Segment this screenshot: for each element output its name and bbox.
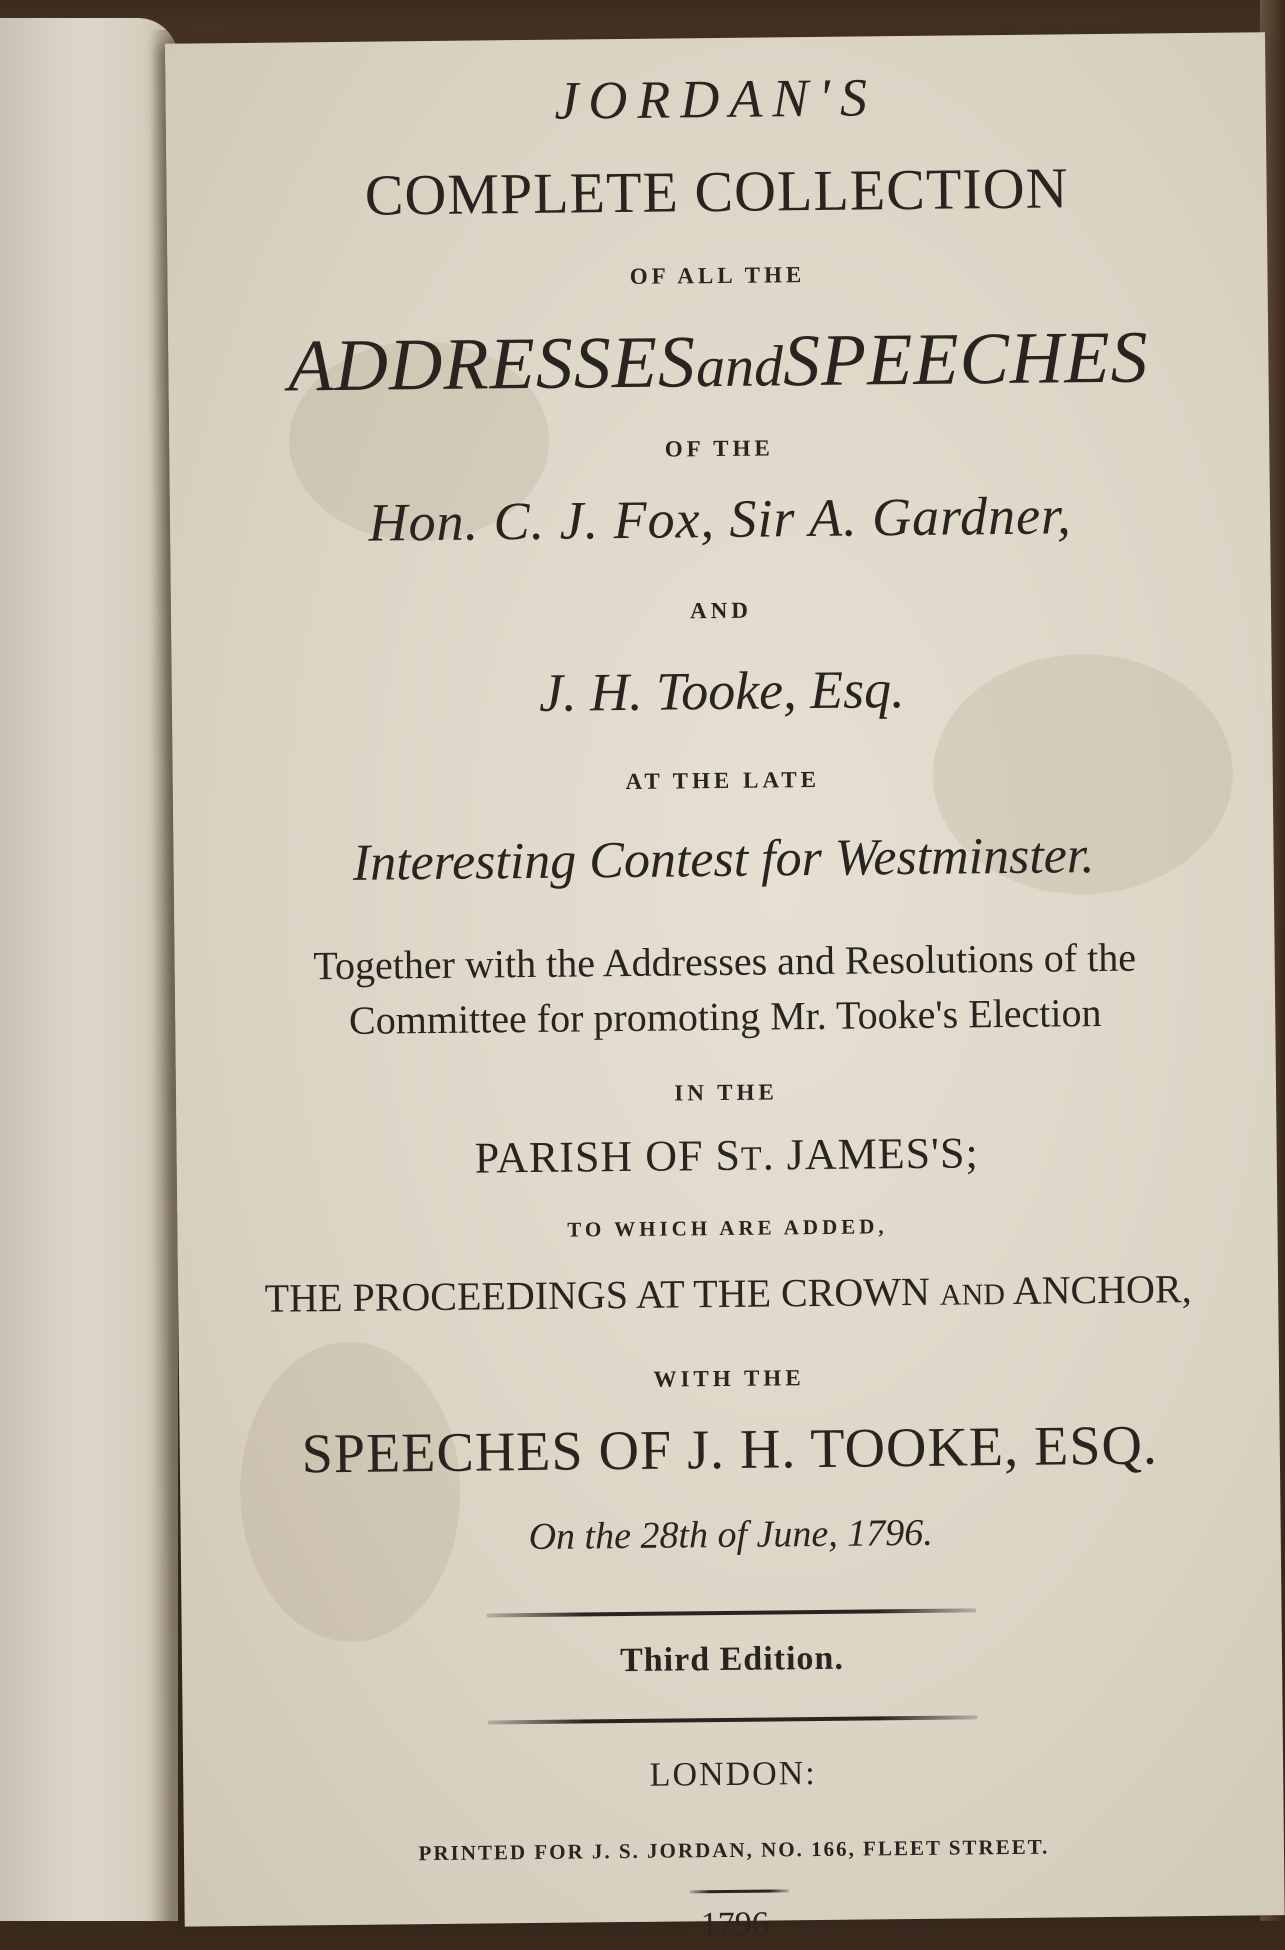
publisher-title: JORDAN'S — [554, 67, 878, 131]
edition-line: Third Edition. — [619, 1639, 845, 1680]
city-line: LONDON: — [649, 1755, 817, 1794]
to-which-line: TO WHICH ARE ADDED, — [567, 1214, 888, 1242]
parish-line — [176, 1124, 1276, 1187]
tooke-line: J. H. Tooke, Esq. — [538, 659, 905, 723]
proceedings-text-b: ANCHOR, — [1004, 1266, 1192, 1314]
speakers-names-line: Hon. C. J. Fox, Sir A. Gardner, — [368, 485, 1072, 553]
short-rule — [689, 1889, 789, 1893]
contest-line: Interesting Contest for Westminster. — [352, 827, 1095, 892]
of-the-line: OF THE — [664, 435, 774, 462]
date-line: On the 28th of June, 1796. — [528, 1511, 933, 1559]
parish-text-a: PARISH OF S — [474, 1130, 742, 1183]
proceedings-text-a: THE PROCEEDINGS AT THE CROWN — [264, 1268, 941, 1321]
year-line: 1796 — [700, 1905, 769, 1944]
imprint-line: PRINTED FOR J. S. JORDAN, NO. 166, FLEET STREET. — [418, 1834, 1050, 1866]
parish-text-b: . JAMES'S; — [762, 1128, 979, 1180]
at-the-late-line: AT THE LATE — [625, 766, 821, 794]
and-line: AND — [689, 597, 753, 624]
proceedings-and: AND — [939, 1278, 1006, 1312]
committee-line: Committee for promoting Mr. Tooke's Election — [348, 990, 1102, 1043]
speeches-word: SPEECHES — [782, 316, 1149, 403]
speeches-line: SPEECHES OF J. H. TOOKE, ESQ. — [301, 1414, 1159, 1486]
parish-text-smallcap: T — [740, 1140, 763, 1178]
collection-heading: COMPLETE COLLECTION — [364, 155, 1069, 228]
proceedings-line — [178, 1264, 1278, 1323]
addresses-word: ADDRESSES — [287, 321, 697, 408]
of-all-the-line: OF ALL THE — [629, 262, 806, 289]
together-line: Together with the Addresses and Resolutions of the — [313, 934, 1137, 989]
addresses-and-speeches-line — [168, 314, 1269, 411]
title-page — [165, 32, 1285, 1944]
ornamental-rule — [486, 1608, 976, 1617]
ornamental-rule — [488, 1715, 978, 1724]
title-page-text — [165, 32, 1285, 1944]
in-the-line: IN THE — [674, 1079, 778, 1106]
and-word: and — [695, 333, 784, 400]
with-the-line: WITH THE — [653, 1365, 805, 1392]
